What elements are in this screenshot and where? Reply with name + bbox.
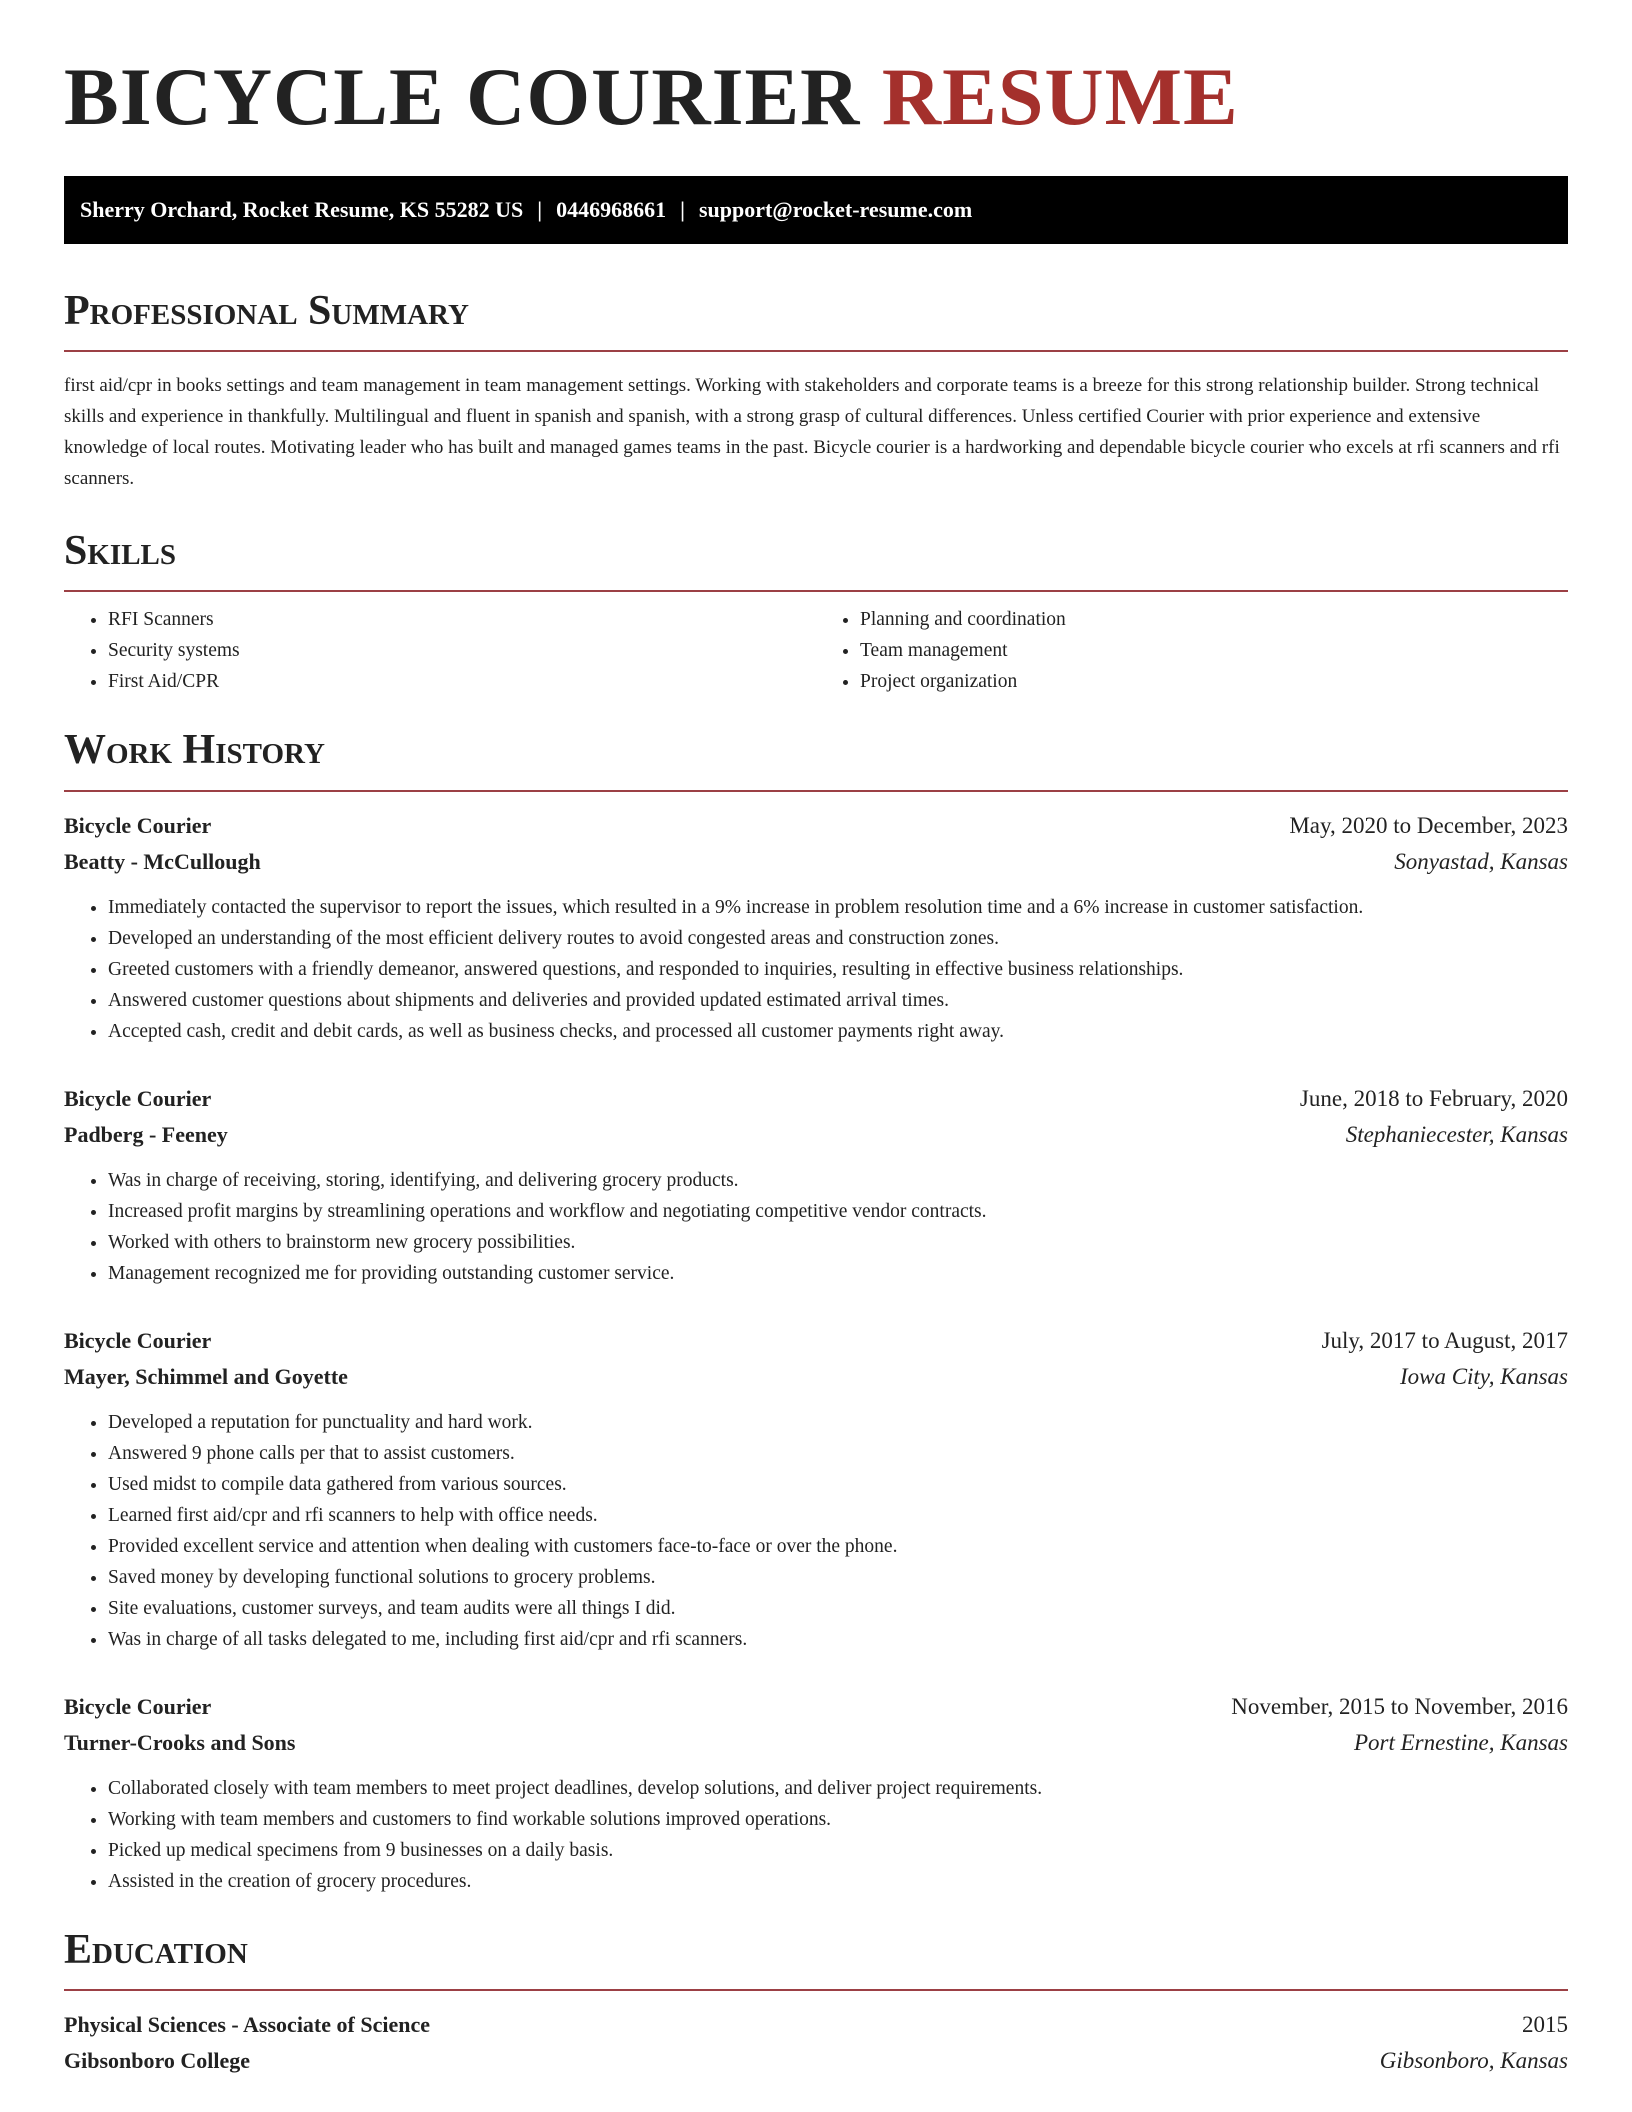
job-subheader	[64, 1117, 1568, 1153]
job-entry	[64, 1689, 1568, 1897]
job-location: Sonyastad, Kansas	[1394, 848, 1568, 874]
job-header	[64, 808, 1568, 844]
job-bullet: • Greeted customers with a friendly demeanor, answered questions, and responded to inquiries, resulting in effective business relationships.	[108, 954, 1568, 985]
job-bullet: • Assisted in the creation of grocery procedures.	[108, 1866, 1568, 1897]
job-subheader	[64, 1725, 1568, 1761]
skill-item: • Project organization	[860, 666, 1568, 697]
contact-email: support@rocket-resume.com	[698, 197, 973, 222]
job-location: Port Ernestine, Kansas	[1353, 1729, 1568, 1755]
job-bullet: • Picked up medical specimens from 9 businesses on a daily basis.	[108, 1835, 1568, 1866]
education-section	[64, 1927, 1568, 2079]
job-bullet: • Working with team members and customers to find workable solutions improved operations.	[108, 1804, 1568, 1835]
title-main: BICYCLE COURIER	[64, 51, 861, 142]
job-bullet: • Worked with others to brainstorm new grocery possibilities.	[108, 1227, 1568, 1258]
job-bullet: • Site evaluations, customer surveys, and team audits were all things I did.	[108, 1593, 1568, 1624]
summary-heading: Professional Summary	[64, 288, 469, 334]
education-heading: Education	[64, 1926, 248, 1973]
education-location: Gibsonboro, Kansas	[1379, 2047, 1568, 2073]
skills-list-right	[816, 604, 1568, 697]
skills-heading: Skills	[64, 528, 177, 575]
skills-list-left	[64, 604, 816, 697]
summary-section	[64, 288, 1568, 494]
contact-address: Sherry Orchard, Rocket Resume, KS 55282 US	[80, 197, 524, 222]
job-bullets	[64, 1407, 1568, 1655]
job-dates: July, 2017 to August, 2017	[1321, 1327, 1568, 1353]
skill-item: • Team management	[860, 635, 1568, 666]
job-company: Padberg - Feeney	[64, 1121, 228, 1147]
contact-separator: |	[680, 197, 685, 222]
job-bullet: • Accepted cash, credit and debit cards, as well as business checks, and processed all customer payments right away.	[108, 1016, 1568, 1047]
skill-item: • First Aid/CPR	[108, 666, 816, 697]
job-title: Bicycle Courier	[64, 1327, 212, 1353]
job-bullet: • Answered 9 phone calls per that to assist customers.	[108, 1438, 1568, 1469]
section-divider	[64, 590, 1568, 592]
resume-title	[64, 51, 1568, 142]
education-header	[64, 2007, 1568, 2043]
skill-item: • Planning and coordination	[860, 604, 1568, 635]
contact-bar	[64, 176, 1568, 244]
work-section	[64, 727, 1568, 1896]
section-divider	[64, 790, 1568, 792]
job-company: Turner-Crooks and Sons	[64, 1729, 296, 1755]
job-dates: November, 2015 to November, 2016	[1231, 1693, 1568, 1719]
job-subheader	[64, 1359, 1568, 1395]
job-dates: May, 2020 to December, 2023	[1289, 812, 1568, 838]
job-company: Beatty - McCullough	[64, 848, 261, 874]
job-bullet: • Answered customer questions about shipments and deliveries and provided updated estimated arrival times.	[108, 985, 1568, 1016]
job-bullet: • Used midst to compile data gathered from various sources.	[108, 1469, 1568, 1500]
job-bullet: • Was in charge of all tasks delegated to me, including first aid/cpr and rfi scanners.	[108, 1624, 1568, 1655]
skills-section	[64, 528, 1568, 697]
job-entry	[64, 808, 1568, 1047]
job-bullet: • Saved money by developing functional solutions to grocery problems.	[108, 1562, 1568, 1593]
job-title: Bicycle Courier	[64, 1085, 212, 1111]
job-header	[64, 1689, 1568, 1725]
job-company: Mayer, Schimmel and Goyette	[64, 1363, 348, 1389]
job-title: Bicycle Courier	[64, 812, 212, 838]
job-location: Stephaniecester, Kansas	[1345, 1121, 1568, 1147]
contact-separator: |	[537, 197, 543, 222]
job-header	[64, 1323, 1568, 1359]
job-bullet: • Provided excellent service and attention when dealing with customers face-to-face or over the phone.	[108, 1531, 1568, 1562]
job-dates: June, 2018 to February, 2020	[1299, 1085, 1568, 1111]
section-divider	[64, 1989, 1568, 1991]
job-bullets	[64, 1773, 1568, 1897]
job-bullet: • Was in charge of receiving, storing, identifying, and delivering grocery products.	[108, 1165, 1568, 1196]
job-bullets	[64, 892, 1568, 1047]
job-bullet: • Increased profit margins by streamlining operations and workflow and negotiating competitive vendor contracts.	[108, 1196, 1568, 1227]
contact-phone: 0446968661	[556, 197, 667, 222]
job-bullets	[64, 1165, 1568, 1289]
summary-text: first aid/cpr in books settings and team management in team management settings. Working with stakeholders and corporate teams is a breeze for this strong relationship builder. Strong technical skills and experience in thankfully. Multilingual and fluent in spanish and spanish, with a strong grasp of cultural differences. Unless certified Courier with prior experience and extensive knowledge of local routes. Motivating leader who has built and managed games teams in the past. Bicycle courier is a hardworking and dependable bicycle courier who excels at rfi scanners and rfi scanners.	[64, 375, 1560, 490]
job-bullet: • Immediately contacted the supervisor to report the issues, which resulted in a 9% increase in problem resolution time and a 6% increase in customer satisfaction.	[108, 892, 1568, 923]
job-entry	[64, 1081, 1568, 1289]
job-bullet: • Management recognized me for providing outstanding customer service.	[108, 1258, 1568, 1289]
job-bullet: • Collaborated closely with team members to meet project deadlines, develop solutions, and deliver project requirements.	[108, 1773, 1568, 1804]
work-heading: Work History	[64, 727, 325, 774]
section-divider	[64, 350, 1568, 352]
education-school: Gibsonboro College	[64, 2047, 251, 2073]
education-subheader	[64, 2043, 1568, 2079]
job-bullet: • Developed an understanding of the most efficient delivery routes to avoid congested areas and construction zones.	[108, 923, 1568, 954]
title-accent: RESUME	[881, 51, 1239, 142]
job-subheader	[64, 844, 1568, 880]
skills-columns	[64, 604, 1568, 697]
job-title: Bicycle Courier	[64, 1693, 212, 1719]
job-bullet: • Learned first aid/cpr and rfi scanners to help with office needs.	[108, 1500, 1568, 1531]
education-degree: Physical Sciences - Associate of Science	[64, 2011, 430, 2037]
job-header	[64, 1081, 1568, 1117]
job-bullet: • Developed a reputation for punctuality and hard work.	[108, 1407, 1568, 1438]
skill-item: • RFI Scanners	[108, 604, 816, 635]
skill-item: • Security systems	[108, 635, 816, 666]
education-year: 2015	[1522, 2011, 1568, 2037]
job-location: Iowa City, Kansas	[1399, 1363, 1568, 1389]
job-entry	[64, 1323, 1568, 1655]
